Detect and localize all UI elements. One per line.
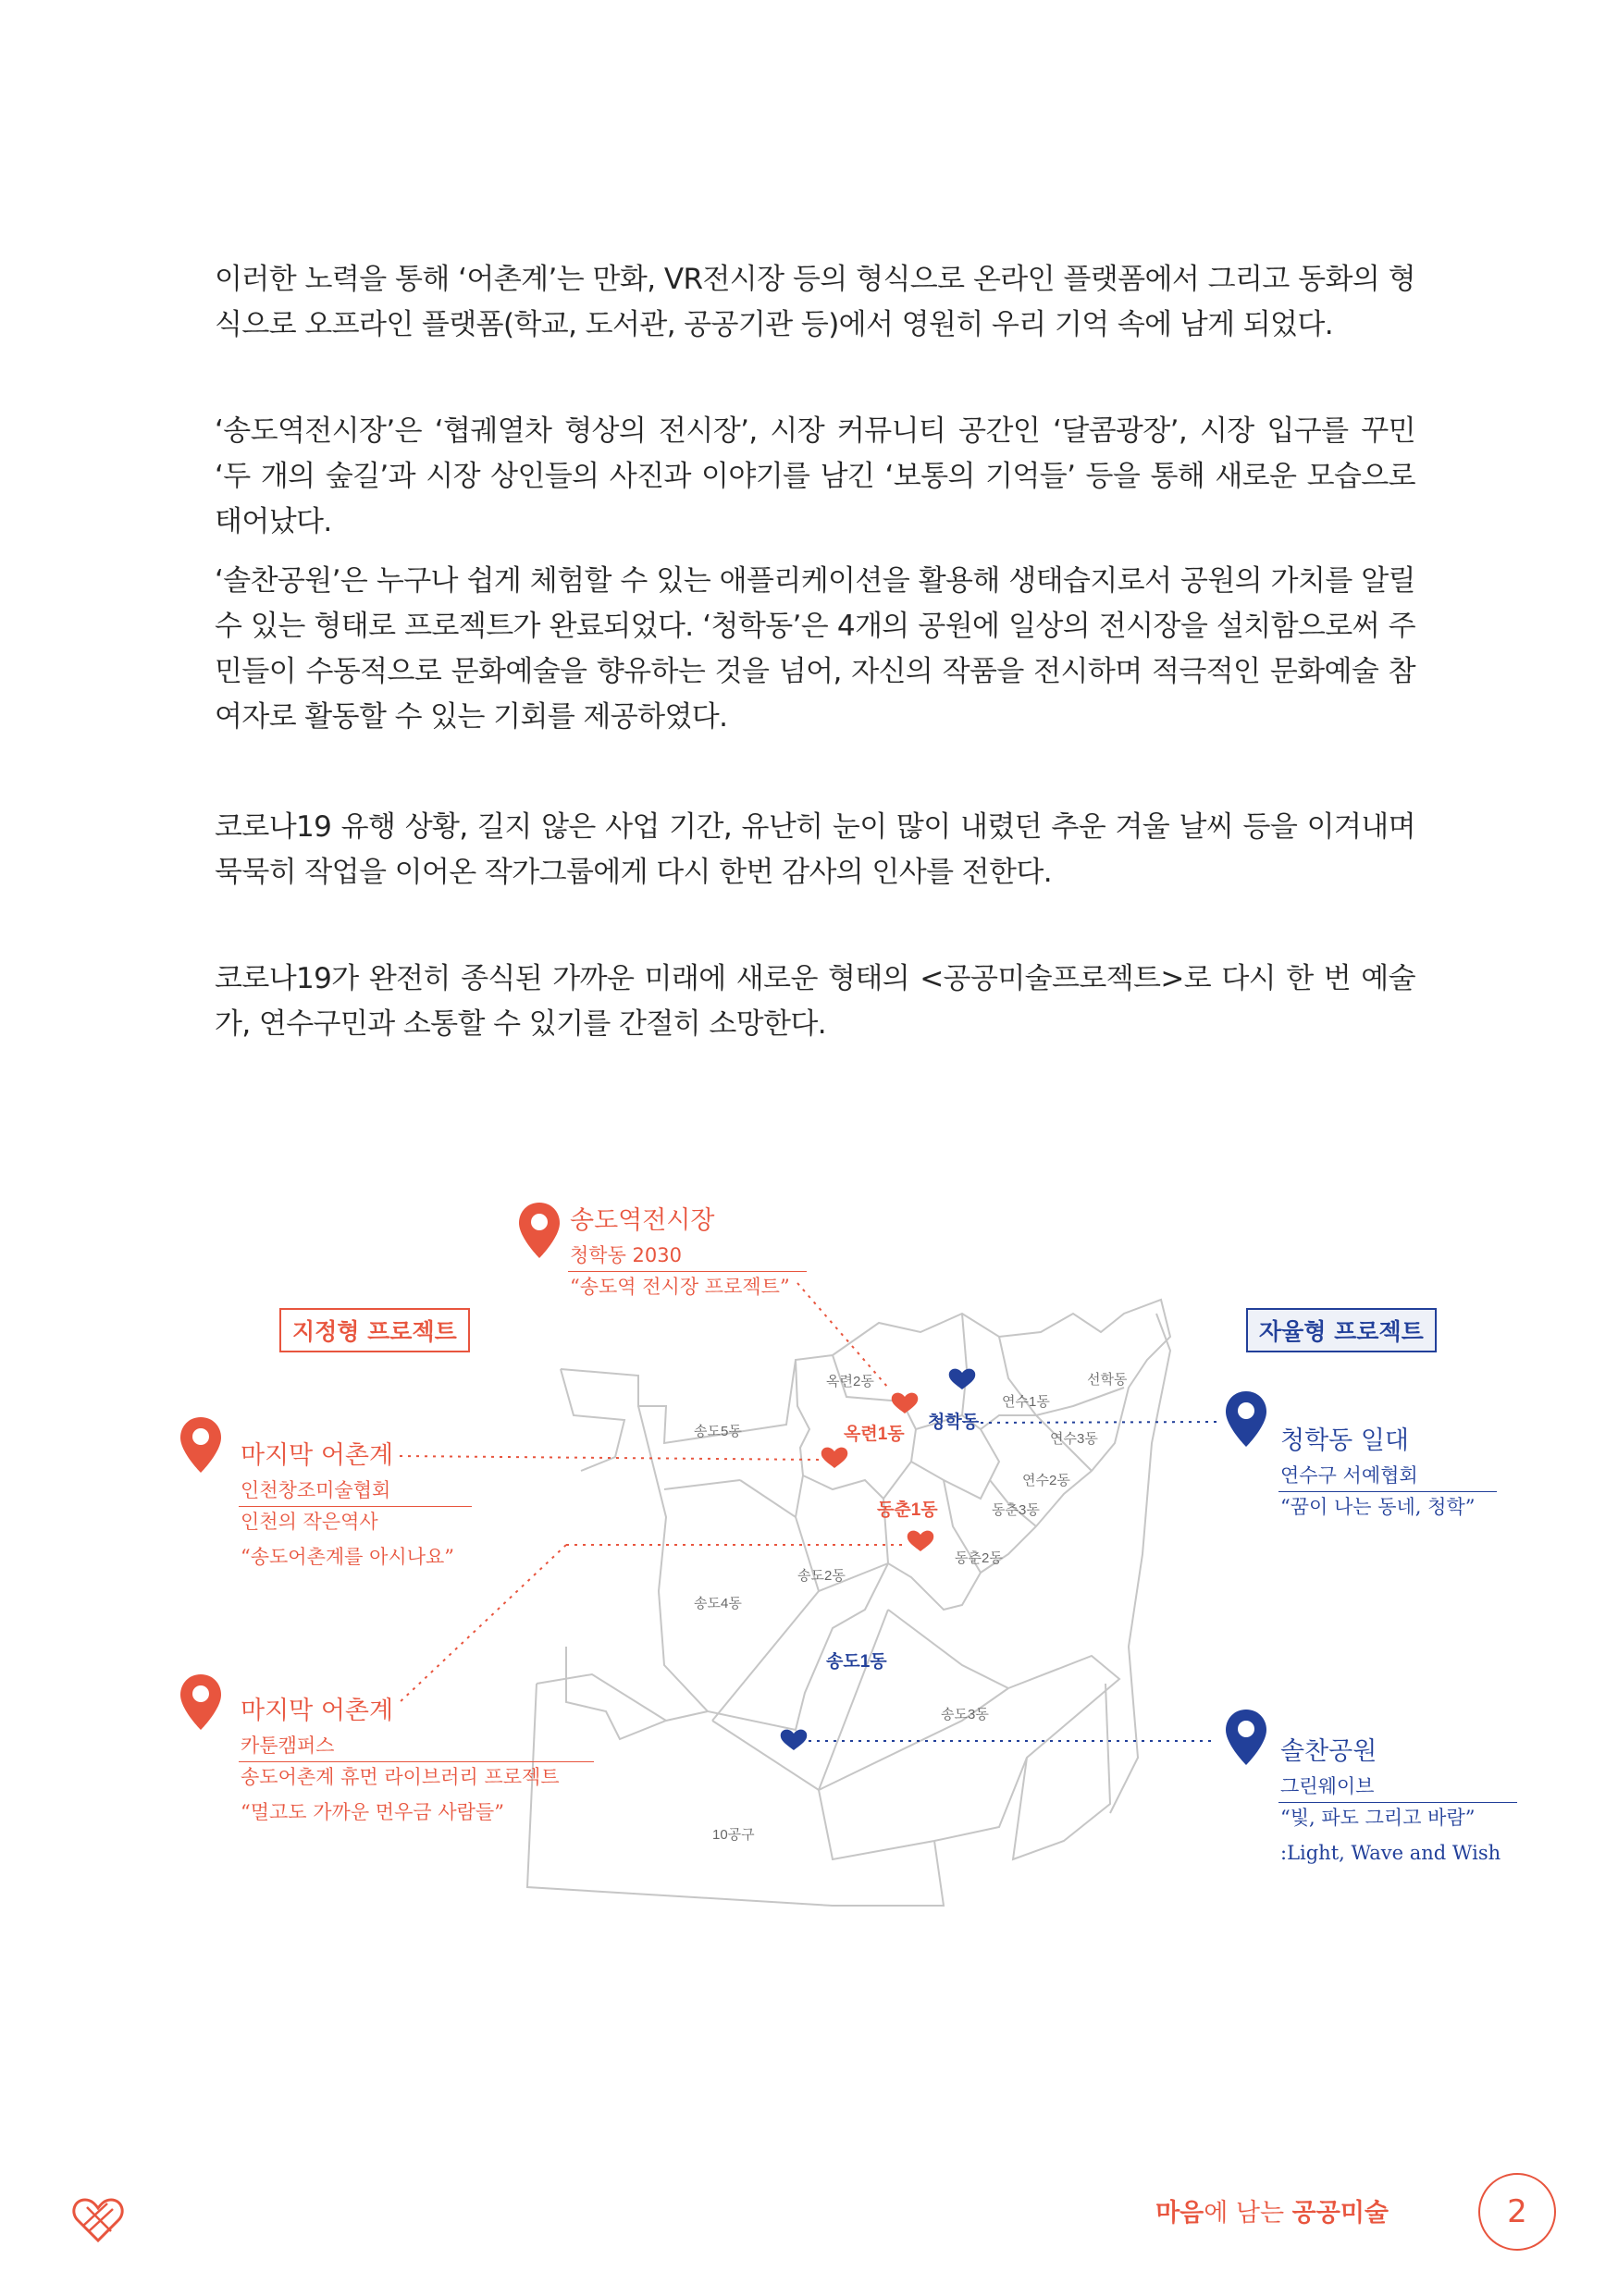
divider (239, 1506, 472, 1507)
location-pin-icon (1223, 1708, 1269, 1767)
paragraph-5: 코로나19가 완전히 종식된 가까운 미래에 새로운 형태의 <공공미술프로젝트>로 다시 한 번 예술가, 연수구민과 소통할 수 있기를 간절히 소망한다. (215, 962, 1415, 1041)
songdo-market-title: 송도역전시장 (570, 1206, 715, 1235)
fishery1-line2: “송도어촌계를 아시나요” (241, 1546, 455, 1568)
label-cheonghak: 청학동 (928, 1413, 980, 1432)
label-gonggu10: 10공구 (712, 1827, 755, 1843)
label-songdo5: 송도5동 (694, 1424, 742, 1439)
divider (1278, 1802, 1517, 1803)
label-songdo1: 송도1동 (826, 1652, 887, 1672)
cheonghak-subtitle: 연수구 서예협회 (1280, 1464, 1418, 1487)
solchan-project: “빛, 파도 그리고 바람” (1280, 1807, 1476, 1829)
fishery2-subtitle: 카툰캠퍼스 (241, 1734, 335, 1757)
label-yeonsu3: 연수3동 (1050, 1431, 1098, 1447)
location-pin-icon (1223, 1389, 1269, 1449)
brand-part3: 공공미술 (1291, 2199, 1389, 2228)
divider (239, 1761, 594, 1762)
fishery1-title: 마지막 어촌계 (241, 1441, 394, 1470)
label-songdo2: 송도2동 (797, 1568, 846, 1584)
footer-brand (1155, 2192, 1389, 2228)
divider (1278, 1491, 1497, 1492)
solchan-subtitle: 그린웨이브 (1280, 1775, 1375, 1797)
brand-part2: 에 남는 (1204, 2199, 1292, 2228)
label-songdo3: 송도3동 (941, 1707, 989, 1722)
solchan-title: 솔찬공원 (1280, 1737, 1377, 1766)
label-yeonsu2: 연수2동 (1022, 1473, 1070, 1488)
paragraph-4: 코로나19 유행 상황, 길지 않은 사업 기간, 유난히 눈이 많이 내렸던 추운 겨울 날씨 등을 이겨내며 묵묵히 작업을 이어온 작가그룹에게 다시 한번 감사의 인사를 전한다. (215, 810, 1415, 889)
label-okryeon2: 옥련2동 (826, 1374, 874, 1389)
divider (568, 1271, 807, 1272)
autonomous-project-box: 자율형 프로젝트 (1246, 1308, 1437, 1352)
heart-knot-icon (70, 2194, 126, 2244)
label-okryeon1: 옥련1동 (844, 1425, 905, 1444)
fishery2-line1: 송도어촌계 휴먼 라이브러리 프로젝트 (241, 1766, 560, 1788)
label-yeonsu1: 연수1동 (1002, 1394, 1050, 1410)
fishery2-title: 마지막 어촌계 (241, 1697, 394, 1725)
location-pin-icon (516, 1201, 562, 1260)
label-dongchun3: 동춘3동 (992, 1502, 1040, 1518)
fishery1-line1: 인천의 작은역사 (241, 1511, 378, 1533)
brand-part1: 마음 (1155, 2199, 1204, 2228)
location-pin-icon (178, 1415, 224, 1475)
location-pin-icon (178, 1673, 224, 1732)
fishery2-line2: “멀고도 가까운 먼우금 사람들” (241, 1801, 504, 1823)
label-seonhak: 선학동 (1087, 1372, 1128, 1388)
paragraph-3: ‘솔찬공원’은 누구나 쉽게 체험할 수 있는 애플리케이션을 활용해 생태습지로서 공원의 가치를 알릴 수 있는 형태로 프로젝트가 완료되었다. ‘청학동’은 4개의 공원에 일상의 전시장을 설치함으로써 주민들이 수동적으로 문화예술을 향유하는 것을 넘어, 자신의 작품을 전시하며 적극적인 문화예술 참여자로 활동할 수 있는 기회를 제공하였다. (215, 564, 1415, 734)
songdo-market-project: “송도역 전시장 프로젝트” (570, 1276, 790, 1298)
cheonghak-title: 청학동 일대 (1280, 1426, 1409, 1455)
paragraph-1: 이러한 노력을 통해 ‘어촌계’는 만화, VR전시장 등의 형식으로 온라인 플랫폼에서 그리고 동화의 형식으로 오프라인 플랫폼(학교, 도서관, 공공기관 등)에서 영원히 우리 기억 속에 남게 되었다. (215, 263, 1415, 341)
paragraph-2: ‘송도역전시장’은 ‘협궤열차 형상의 전시장’, 시장 커뮤니티 공간인 ‘달콤광장’, 시장 입구를 꾸민 ‘두 개의 숲길’과 시장 상인들의 사진과 이야기를 남긴 ‘보통의 기억들’ 등을 통해 새로운 모습으로 태어났다. (215, 414, 1415, 538)
solchan-project-en: :Light, Wave and Wish (1280, 1842, 1501, 1864)
cheonghak-project: “꿈이 나는 동네, 청학” (1280, 1496, 1476, 1518)
designated-project-box: 지정형 프로젝트 (279, 1308, 470, 1352)
fishery1-subtitle: 인천창조미술협회 (241, 1479, 391, 1501)
label-dongchun1: 동춘1동 (877, 1500, 938, 1520)
page-number: 2 (1478, 2173, 1556, 2251)
label-songdo4: 송도4동 (694, 1596, 742, 1611)
label-dongchun2: 동춘2동 (955, 1550, 1003, 1566)
songdo-market-subtitle: 청학동 2030 (570, 1244, 682, 1266)
